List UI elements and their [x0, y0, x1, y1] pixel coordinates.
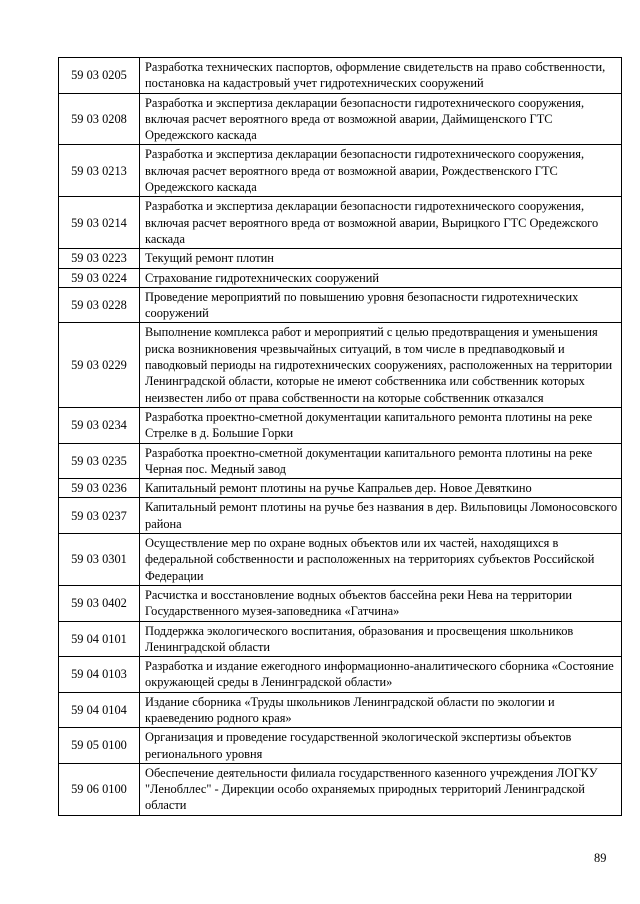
- table-row: [59, 407, 622, 443]
- description-cell: Разработка проектно-сметной документации капитального ремонта плотины на реке Стрелке в д. Большие Горки: [140, 407, 622, 443]
- code-cell: 59 03 0213: [59, 145, 140, 197]
- description-cell: Капитальный ремонт плотины на ручье без названия в дер. Вильповицы Ломоносовского района: [140, 498, 622, 534]
- table-row: [59, 763, 622, 815]
- table-row: [59, 443, 622, 479]
- code-cell: 59 03 0208: [59, 93, 140, 145]
- code-cell: 59 03 0235: [59, 443, 140, 479]
- code-cell: 59 04 0104: [59, 692, 140, 728]
- description-cell: Разработка технических паспортов, оформление свидетельств на право собственности, постановка на кадастровый учет гидротехнических сооружений: [140, 58, 622, 94]
- description-cell: Организация и проведение государственной экологической экспертизы объектов регионального уровня: [140, 728, 622, 764]
- code-cell: 59 04 0101: [59, 621, 140, 657]
- code-cell: 59 04 0103: [59, 657, 140, 693]
- description-cell: Проведение мероприятий по повышению уровня безопасности гидротехнических сооружений: [140, 287, 622, 323]
- table-row: [59, 93, 622, 145]
- code-cell: 59 03 0205: [59, 58, 140, 94]
- code-cell: 59 05 0100: [59, 728, 140, 764]
- code-cell: 59 03 0214: [59, 197, 140, 249]
- code-cell: 59 03 0224: [59, 268, 140, 287]
- description-cell: Разработка и экспертиза декларации безопасности гидротехнического сооружения, включая расчет вероятного вреда от возможной аварии, Вырицкого ГТС Оредежского каскада: [140, 197, 622, 249]
- description-cell: Разработка и экспертиза декларации безопасности гидротехнического сооружения, включая расчет вероятного вреда от возможной аварии, Даймищенского ГТС Оредежского каскада: [140, 93, 622, 145]
- description-cell: Страхование гидротехнических сооружений: [140, 268, 622, 287]
- table-row: [59, 728, 622, 764]
- description-cell: Разработка и издание ежегодного информационно-аналитического сборника «Состояние окружающей среды в Ленинградской области»: [140, 657, 622, 693]
- table-row: [59, 287, 622, 323]
- table-row: [59, 249, 622, 268]
- table-row: [59, 479, 622, 498]
- description-cell: Обеспечение деятельности филиала государственного казенного учреждения ЛОГКУ "Ленобллес" - Дирекции особо охраняемых природных территорий Ленинградской области: [140, 763, 622, 815]
- description-cell: Капитальный ремонт плотины на ручье Капральев дер. Новое Девяткино: [140, 479, 622, 498]
- table-row: [59, 585, 622, 621]
- table-row: [59, 498, 622, 534]
- code-cell: 59 03 0402: [59, 585, 140, 621]
- table-row: [59, 268, 622, 287]
- table-row: [59, 621, 622, 657]
- table-row: [59, 323, 622, 407]
- description-cell: Текущий ремонт плотин: [140, 249, 622, 268]
- description-cell: Разработка проектно-сметной документации капитального ремонта плотины на реке Черная пос. Медный завод: [140, 443, 622, 479]
- code-cell: 59 03 0234: [59, 407, 140, 443]
- table-row: [59, 692, 622, 728]
- code-cell: 59 03 0223: [59, 249, 140, 268]
- code-cell: 59 03 0228: [59, 287, 140, 323]
- table-row: [59, 58, 622, 94]
- code-cell: 59 03 0229: [59, 323, 140, 407]
- code-cell: 59 03 0301: [59, 534, 140, 586]
- description-cell: Разработка и экспертиза декларации безопасности гидротехнического сооружения, включая расчет вероятного вреда от возможной аварии, Рождественского ГТС Оредежского каскада: [140, 145, 622, 197]
- table-row: [59, 657, 622, 693]
- table-row: [59, 534, 622, 586]
- code-cell: 59 03 0236: [59, 479, 140, 498]
- description-cell: Поддержка экологического воспитания, образования и просвещения школьников Ленинградской области: [140, 621, 622, 657]
- code-cell: 59 06 0100: [59, 763, 140, 815]
- code-cell: 59 03 0237: [59, 498, 140, 534]
- description-cell: Осуществление мер по охране водных объектов или их частей, находящихся в федеральной собственности и расположенных на территориях субъектов Российской Федерации: [140, 534, 622, 586]
- budget-codes-table: [58, 57, 622, 816]
- description-cell: Выполнение комплекса работ и мероприятий с целью предотвращения и уменьшения риска возникновения чрезвычайных ситуаций, в том числе в предпаводковый и паводковый периоды на гидротехнических сооружениях, расположенных на территории Ленинградской области, которые не имеют собственника или собственник которых неизвестен либо от права собственности на которые собственник отказался: [140, 323, 622, 407]
- description-cell: Расчистка и восстановление водных объектов бассейна реки Нева на территории Государственного музея-заповедника «Гатчина»: [140, 585, 622, 621]
- page-number: 89: [594, 851, 607, 865]
- table-row: [59, 197, 622, 249]
- description-cell: Издание сборника «Труды школьников Ленинградской области по экологии и краеведению родного края»: [140, 692, 622, 728]
- table-row: [59, 145, 622, 197]
